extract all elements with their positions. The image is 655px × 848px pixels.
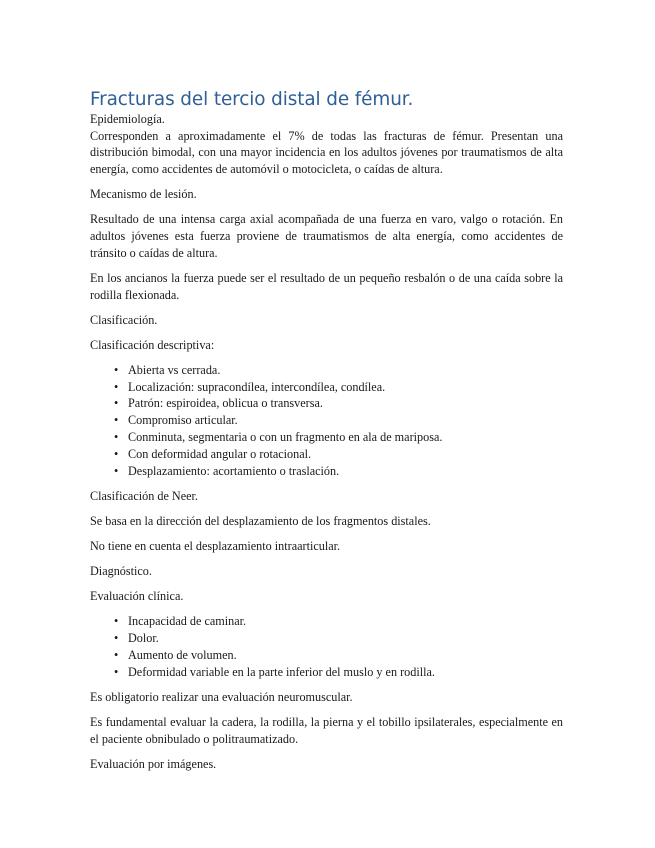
list-item: • Dolor. bbox=[114, 631, 159, 646]
list-item: • Conminuta, segmentaria o con un fragmento en ala de mariposa. bbox=[114, 429, 443, 444]
list-item: • Con deformidad angular o rotacional. bbox=[114, 446, 312, 461]
bullet-icon: • bbox=[114, 429, 119, 444]
bullet-icon: • bbox=[114, 631, 119, 646]
neer-classification-heading: Clasificación de Neer. bbox=[90, 488, 198, 503]
classification-heading: Clasificación. bbox=[90, 312, 158, 327]
list-item: • Aumento de volumen. bbox=[114, 647, 237, 662]
bullet-icon: • bbox=[114, 463, 119, 478]
document-page bbox=[90, 85, 563, 781]
epidemiology-paragraph: Corresponden a aproximadamente el 7% de todas las fracturas de fémur. Presentan una distribución bimodal, con una mayor incidencia en los adultos jóvenes por traumatismos de alta energía, como accidentes de automóvil o motocicleta, o caídas de altura. bbox=[90, 128, 563, 177]
neer-paragraph-2: No tiene en cuenta el desplazamiento intraarticular. bbox=[90, 538, 341, 553]
neuromuscular-paragraph: Es obligatorio realizar una evaluación neuromuscular. bbox=[90, 689, 353, 704]
list-item: • Localización: supracondílea, intercondílea, condílea. bbox=[114, 379, 386, 394]
list-item: • Patrón: espiroidea, oblicua o transversa. bbox=[114, 396, 323, 411]
bullet-icon: • bbox=[114, 664, 119, 679]
list-item: • Incapacidad de caminar. bbox=[114, 614, 247, 629]
mechanism-paragraph-1: Resultado de una intensa carga axial acompañada de una fuerza en varo, valgo o rotación. En adultos jóvenes esta fuerza proviene de traumatismos de alta energía, como accidentes de tránsito o caídas de altura. bbox=[90, 212, 563, 260]
bullet-icon: • bbox=[114, 379, 119, 394]
imaging-heading: Evaluación por imágenes. bbox=[90, 756, 217, 771]
clinical-evaluation-list bbox=[90, 613, 563, 680]
diagnosis-heading: Diagnóstico. bbox=[90, 564, 152, 579]
joints-evaluation-paragraph: Es fundamental evaluar la cadera, la rodilla, la pierna y el tobillo ipsilaterales, especialmente en el paciente obnibulado o politraumatizado. bbox=[90, 714, 563, 746]
epidemiology-heading: Epidemiología. bbox=[90, 112, 165, 126]
bullet-icon: • bbox=[114, 362, 119, 377]
mechanism-heading: Mecanismo de lesión. bbox=[90, 187, 197, 202]
descriptive-classification-list bbox=[90, 362, 563, 480]
neer-paragraph-1: Se basa en la dirección del desplazamiento de los fragmentos distales. bbox=[90, 513, 431, 528]
bullet-icon: • bbox=[114, 647, 119, 662]
mechanism-paragraph-2: En los ancianos la fuerza puede ser el resultado de un pequeño resbalón o de una caída sobre la rodilla flexionada. bbox=[90, 270, 563, 302]
descriptive-classification-heading: Clasificación descriptiva: bbox=[90, 337, 215, 352]
list-item: • Desplazamiento: acortamiento o traslación. bbox=[114, 463, 340, 478]
bullet-icon: • bbox=[114, 614, 119, 629]
list-item: • Compromiso articular. bbox=[114, 413, 238, 428]
document-title: Fracturas del tercio distal de fémur. bbox=[90, 89, 414, 110]
list-item: • Abierta vs cerrada. bbox=[114, 362, 221, 377]
bullet-icon: • bbox=[114, 446, 119, 461]
bullet-icon: • bbox=[114, 413, 119, 428]
list-item: • Deformidad variable en la parte inferior del muslo y en rodilla. bbox=[114, 664, 435, 679]
clinical-evaluation-heading: Evaluación clínica. bbox=[90, 589, 184, 604]
bullet-icon: • bbox=[114, 396, 119, 411]
